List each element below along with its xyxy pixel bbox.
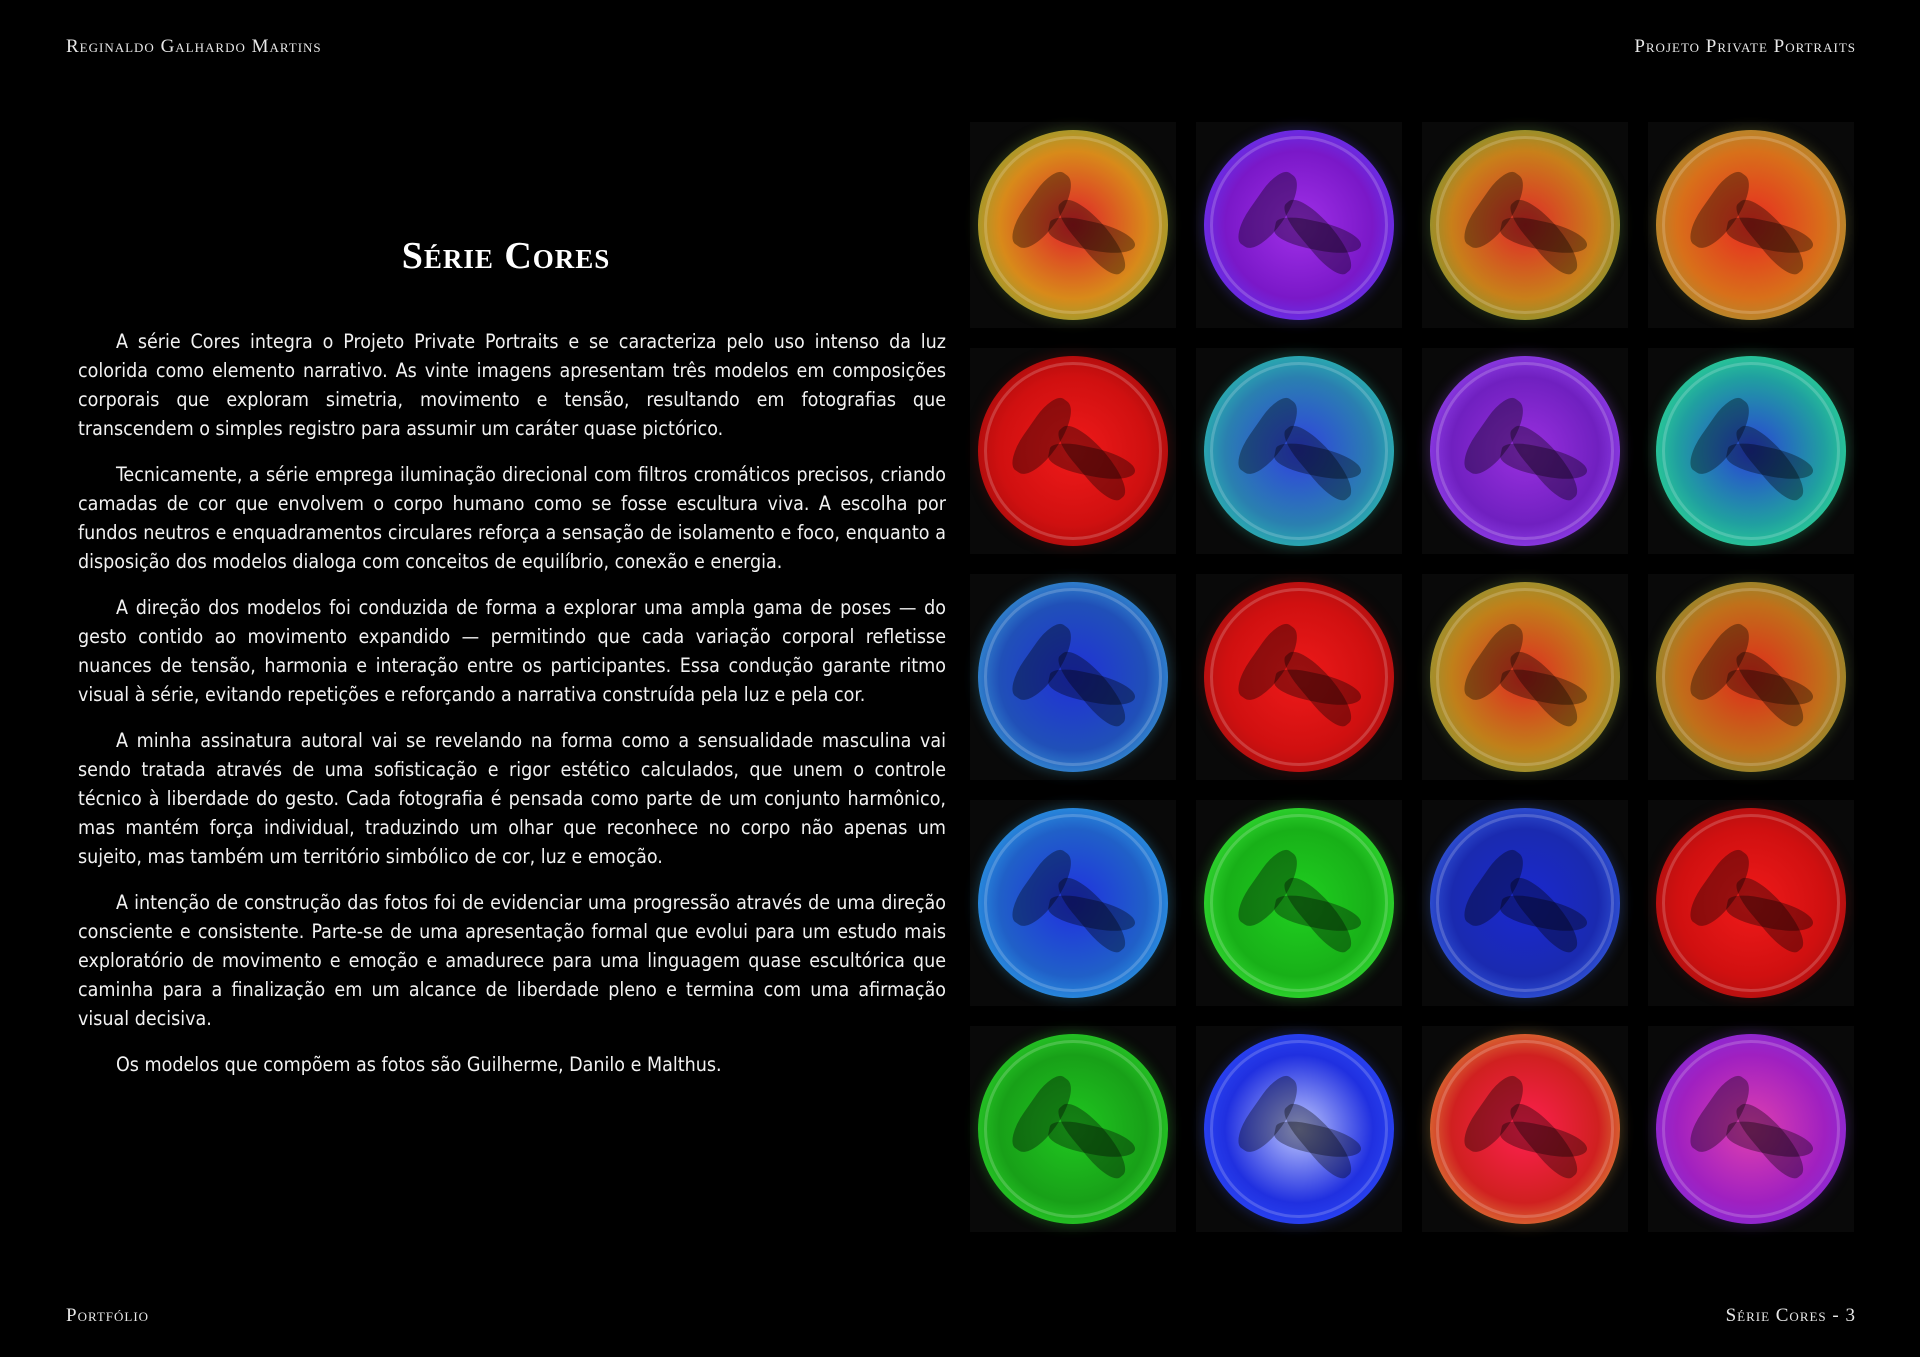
series-photo xyxy=(1648,348,1854,554)
series-photo xyxy=(1422,574,1628,780)
photo-grid xyxy=(970,122,1854,1236)
photo-color-disc xyxy=(1430,356,1620,546)
paragraph: A minha assinatura autoral vai se revelando na forma como a sensualidade masculina vai sendo tratada através de uma sofisticação e rigor estético calculados, que unem o controle técnico à liberdade do gesto. Cada fotografia é pensada como parte de um conjunto harmônico, mas mantém força individual, traduzindo um olhar que reconhece no corpo não apenas um sujeito, mas também um território simbólico de cor, luz e emoção. xyxy=(78,729,946,868)
series-photo xyxy=(1648,1026,1854,1232)
series-photo xyxy=(1422,348,1628,554)
photo-color-disc xyxy=(978,808,1168,998)
photo-color-disc xyxy=(1656,356,1846,546)
paragraph: A intenção de construção das fotos foi de evidenciar uma progressão através de uma direção consciente e consistente. Parte-se de uma apresentação formal que evolui para um estudo mais exploratório de movimento e emoção e amadurece para uma linguagem quase escultórica que caminha para a finalização em um alcance de liberdade pleno e termina com uma afirmação visual decisiva. xyxy=(78,891,946,1030)
footer-section: Portfólio xyxy=(66,1305,150,1326)
series-photo xyxy=(1648,800,1854,1006)
series-photo xyxy=(1648,122,1854,328)
paragraph: Tecnicamente, a série emprega iluminação direcional com filtros cromáticos precisos, criando camadas de cor que envolvem o corpo humano como se fosse escultura viva. A escolha por fundos neutros e enquadramentos circulares reforça a sensação de isolamento e foco, enquanto a disposição dos modelos dialoga com conceitos de equilíbrio, conexão e energia. xyxy=(78,463,946,573)
photo-color-disc xyxy=(1204,356,1394,546)
series-photo xyxy=(1648,574,1854,780)
paragraph: A série Cores integra o Projeto Private Portraits e se caracteriza pelo uso intenso da luz colorida como elemento narrativo. As vinte imagens apresentam três modelos em composições corporais que exploram simetria, movimento e tensão, resultando em fotografias que transcendem o simples registro para assumir um caráter quase pictórico. xyxy=(78,330,946,440)
page-title: Série Cores xyxy=(401,235,611,277)
article-body xyxy=(78,327,946,1096)
photo-color-disc xyxy=(1204,1034,1394,1224)
series-photo xyxy=(1422,1026,1628,1232)
series-photo xyxy=(970,574,1176,780)
photo-color-disc xyxy=(1656,130,1846,320)
series-photo xyxy=(1196,1026,1402,1232)
series-photo xyxy=(1422,800,1628,1006)
paragraph: A direção dos modelos foi conduzida de forma a explorar uma ampla gama de poses — do gesto contido ao movimento expandido — permitindo que cada variação corporal refletisse nuances de tensão, harmonia e interação entre os participantes. Essa condução garante ritmo visual à série, evitando repetições e reforçando a narrativa construída pela luz e pela cor. xyxy=(78,596,946,706)
series-photo xyxy=(970,800,1176,1006)
series-photo xyxy=(1196,574,1402,780)
photo-color-disc xyxy=(1656,1034,1846,1224)
photo-color-disc xyxy=(978,356,1168,546)
header-author: Reginaldo Galhardo Martins xyxy=(66,36,322,57)
photo-color-disc xyxy=(1204,808,1394,998)
footer-page-number: Série Cores - 3 xyxy=(1725,1305,1856,1326)
photo-color-disc xyxy=(1430,808,1620,998)
series-photo xyxy=(970,348,1176,554)
photo-color-disc xyxy=(978,130,1168,320)
series-photo xyxy=(970,1026,1176,1232)
series-photo xyxy=(1196,122,1402,328)
photo-color-disc xyxy=(978,1034,1168,1224)
paragraph: Os modelos que compõem as fotos são Guilherme, Danilo e Malthus. xyxy=(116,1053,722,1076)
photo-color-disc xyxy=(1204,582,1394,772)
photo-color-disc xyxy=(978,582,1168,772)
photo-color-disc xyxy=(1430,1034,1620,1224)
series-photo xyxy=(1196,348,1402,554)
series-photo xyxy=(1422,122,1628,328)
series-photo xyxy=(1196,800,1402,1006)
series-photo xyxy=(970,122,1176,328)
photo-color-disc xyxy=(1204,130,1394,320)
header-project: Projeto Private Portraits xyxy=(1634,36,1856,57)
photo-color-disc xyxy=(1656,808,1846,998)
photo-color-disc xyxy=(1430,130,1620,320)
photo-color-disc xyxy=(1656,582,1846,772)
photo-color-disc xyxy=(1430,582,1620,772)
